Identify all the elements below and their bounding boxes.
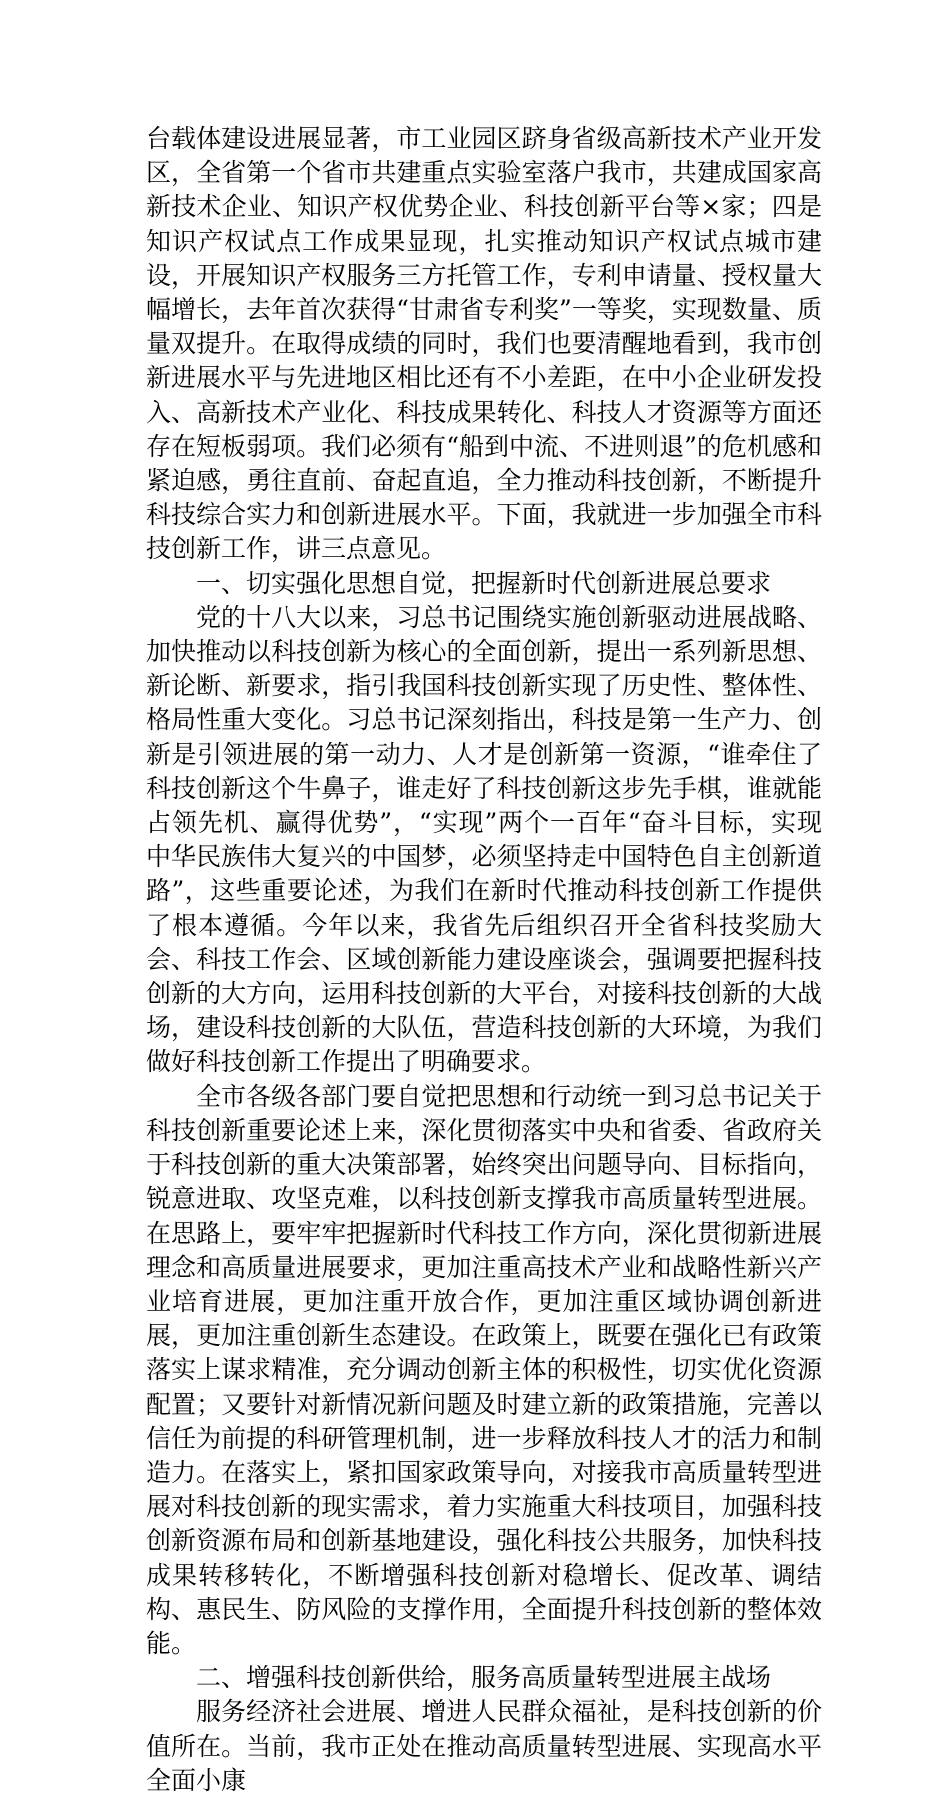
section-heading-1: 一、切实强化思想自觉，把握新时代创新进展总要求 (196, 568, 772, 598)
document-body (146, 122, 822, 1798)
paragraph-continued: 台载体建设进展显著，市工业园区跻身省级高新技术产业开发区，全省第一个省市共建重点实验室落户我市，共建成国家高新技术企业、知识产权优势企业、科技创新平台等×家；四是知识产权试点工作成果显现，扎实推动知识产权试点城市建设，开展知识产权服务三方托管工作，专利申请量、授权量大幅增长，去年首次获得“甘肃省专利奖”一等奖，实现数量、质量双提升。在取得成绩的同时，我们也要清醒地看到，我市创新进展水平与先进地区相比还有不小差距，在中小企业研发投入、高新技术产业化、科技成果转化、科技人才资源等方面还存在短板弱项。我们必须有“船到中流、不进则退”的危机感和紧迫感，勇往直前、奋起直追，全力推动科技创新，不断提升科技综合实力和创新进展水平。下面，我就进一步加强全市科技创新工作，讲三点意见。 (146, 124, 822, 564)
paragraph: 服务经济社会进展、增进人民群众福祉，是科技创新的价值所在。当前，我市正处在推动高质量转型进展、实现高水平全面小康 (146, 1697, 822, 1795)
section-heading-2: 二、增强科技创新供给，服务高质量转型进展主战场 (196, 1663, 772, 1693)
paragraph: 全市各级各部门要自觉把思想和行动统一到习总书记关于科技创新重要论述上来，深化贯彻落实中央和省委、省政府关于科技创新的重大决策部署，始终突出问题导向、目标指向，锐意进取、攻坚克难，以科技创新支撑我市高质量转型进展。在思路上，要牢牢把握新时代科技工作方向，深化贯彻新进展理念和高质量进展要求，更加注重高技术产业和战略性新兴产业培育进展，更加注重开放合作，更加注重区域协调创新进展，更加注重创新生态建设。在政策上，既要在强化已有政策落实上谋求精准，充分调动创新主体的积极性，切实优化资源配置；又要针对新情况新问题及时建立新的政策措施，完善以信任为前提的科研管理机制，进一步释放科技人才的活力和制造力。在落实上，紧扣国家政策导向，对接我市高质量转型进展对科技创新的现实需求，着力实施重大科技项目，加强科技创新资源布局和创新基地建设，强化科技公共服务，加快科技成果转移转化，不断增强科技创新对稳增长、促改革、调结构、惠民生、防风险的支撑作用，全面提升科技创新的整体效能。 (146, 1081, 822, 1658)
paragraph: 党的十八大以来，习总书记围绕实施创新驱动进展战略、加快推动以科技创新为核心的全面创新，提出一系列新思想、新论断、新要求，指引我国科技创新实现了历史性、整体性、格局性重大变化。习总书记深刻指出，科技是第一生产力、创新是引领进展的第一动力、人才是创新第一资源，“谁牵住了科技创新这个牛鼻子，谁走好了科技创新这步先手棋，谁就能占领先机、赢得优势”，“实现”两个一百年“奋斗目标，实现中华民族伟大复兴的中国梦，必须坚持走中国特色自主创新道路”，这些重要论述，为我们在新时代推动科技创新工作提供了根本遵循。今年以来，我省先后组织召开全省科技奖励大会、科技工作会、区域创新能力建设座谈会，强调要把握科技创新的大方向，运用科技创新的大平台，对接科技创新的大战场，建设科技创新的大队伍，营造科技创新的大环境，为我们做好科技创新工作提出了明确要求。 (146, 602, 822, 1077)
